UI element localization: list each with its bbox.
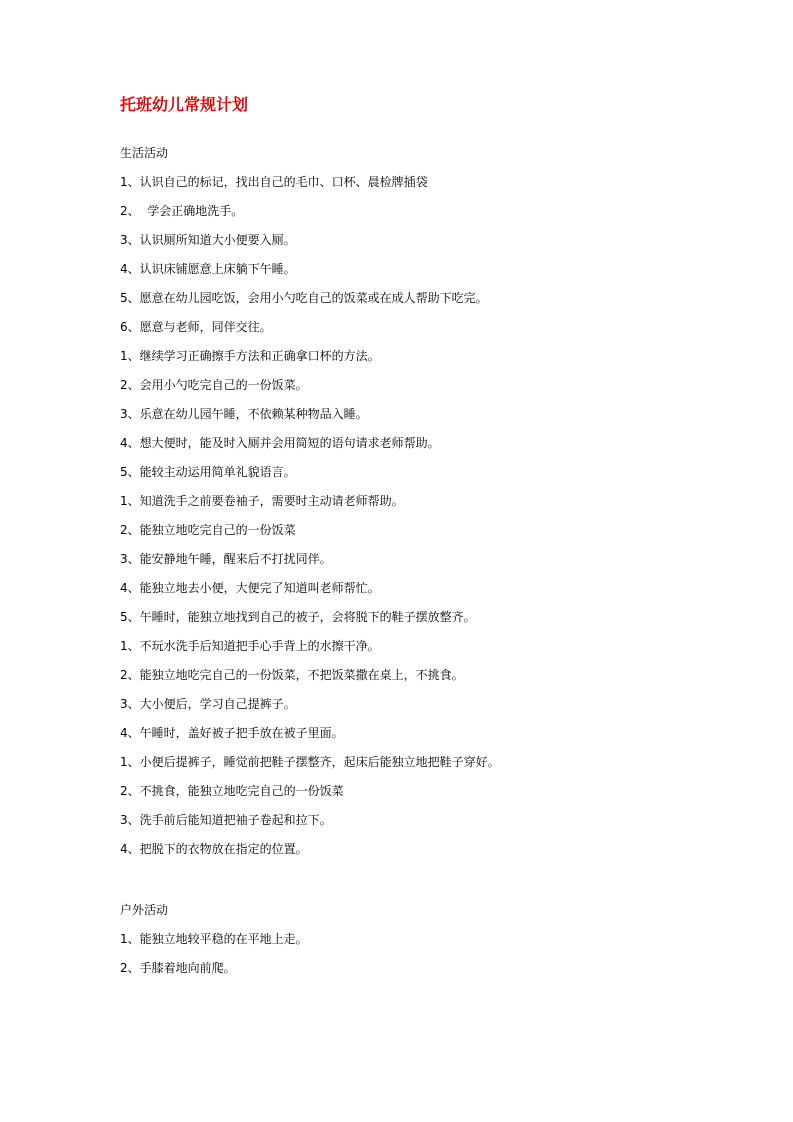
list-item: 4、午睡时，盖好被子把手放在被子里面。 bbox=[120, 726, 344, 740]
list-item: 2、 学会正确地洗手。 bbox=[120, 204, 244, 218]
list-item: 1、不玩水洗手后知道把手心手背上的水擦干净。 bbox=[120, 639, 380, 653]
list-item: 2、会用小勺吃完自己的一份饭菜。 bbox=[120, 378, 308, 392]
list-item: 1、继续学习正确擦手方法和正确拿口杯的方法。 bbox=[120, 349, 380, 363]
list-item: 1、认识自己的标记，找出自己的毛巾、口杯、晨检牌插袋 bbox=[120, 175, 428, 189]
list-item: 5、愿意在幼儿园吃饭，会用小勺吃自己的饭菜或在成人帮助下吃完。 bbox=[120, 291, 488, 305]
list-item: 2、能独立地吃完自己的一份饭菜，不把饭菜撒在桌上，不挑食。 bbox=[120, 668, 464, 682]
list-item: 5、能较主动运用简单礼貌语言。 bbox=[120, 465, 296, 479]
list-item: 4、认识床铺愿意上床躺下午睡。 bbox=[120, 262, 296, 276]
list-item: 3、能安静地午睡，醒来后不打扰同伴。 bbox=[120, 552, 332, 566]
document-title: 托班幼儿常规计划 bbox=[120, 95, 249, 114]
list-item: 3、认识厕所知道大小便要入厕。 bbox=[120, 233, 296, 247]
list-item: 4、能独立地去小便，大便完了知道叫老师帮忙。 bbox=[120, 581, 380, 595]
list-item: 3、大小便后，学习自己提裤子。 bbox=[120, 697, 296, 711]
list-item: 1、小便后提裤子，睡觉前把鞋子摆整齐，起床后能独立地把鞋子穿好。 bbox=[120, 755, 500, 769]
list-item: 4、把脱下的衣物放在指定的位置。 bbox=[120, 842, 308, 856]
section-heading-life: 生活活动 bbox=[120, 146, 169, 160]
list-item: 2、手膝着地向前爬。 bbox=[120, 961, 236, 975]
list-item: 1、知道洗手之前要卷袖子，需要时主动请老师帮助。 bbox=[120, 494, 404, 508]
list-item: 3、洗手前后能知道把袖子卷起和拉下。 bbox=[120, 813, 332, 827]
list-item: 6、愿意与老师，同伴交往。 bbox=[120, 320, 272, 334]
list-item: 3、乐意在幼儿园午睡，不依赖某种物品入睡。 bbox=[120, 407, 368, 421]
list-item: 1、能独立地较平稳的在平地上走。 bbox=[120, 932, 308, 946]
list-item: 2、能独立地吃完自己的一份饭菜 bbox=[120, 523, 296, 537]
section-heading-outdoor: 户外活动 bbox=[120, 903, 169, 917]
list-item: 2、不挑食，能独立地吃完自己的一份饭菜 bbox=[120, 784, 344, 798]
list-item: 5、午睡时，能独立地找到自己的被子，会将脱下的鞋子摆放整齐。 bbox=[120, 610, 476, 624]
list-item: 4、想大便时，能及时入厕并会用简短的语句请求老师帮助。 bbox=[120, 436, 440, 450]
